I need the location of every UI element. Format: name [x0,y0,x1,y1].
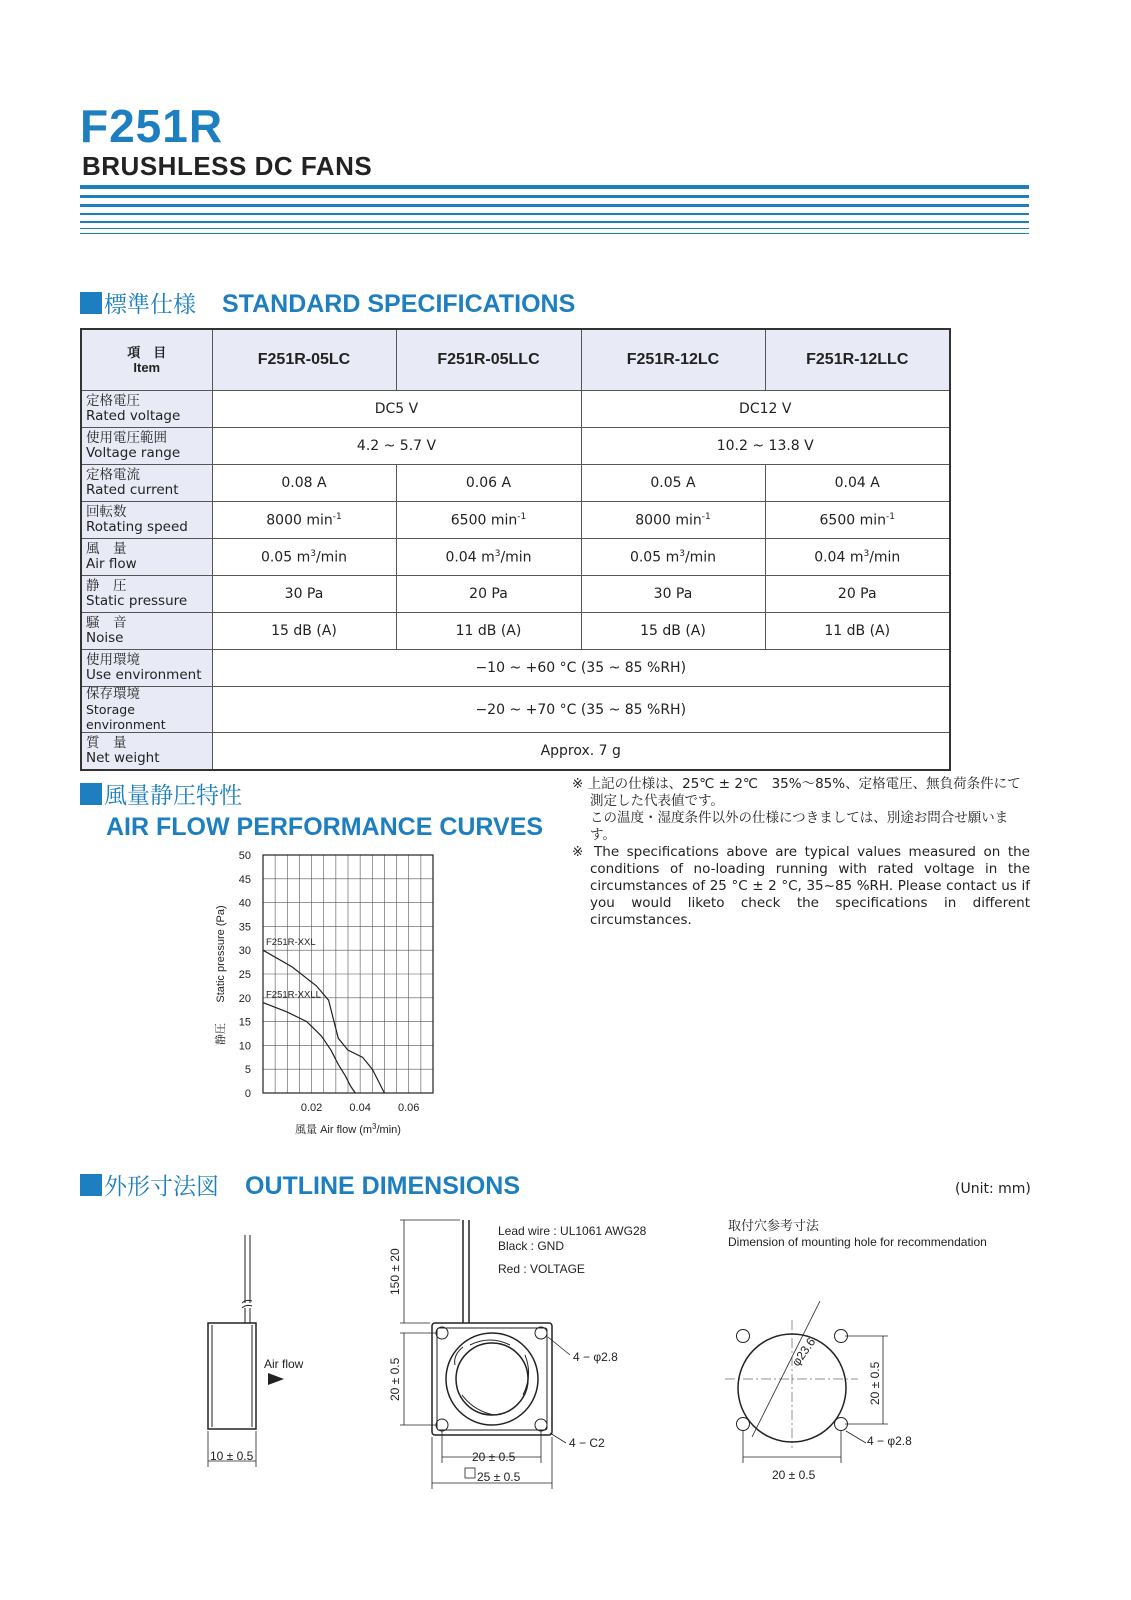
table-row [81,687,950,733]
table-row [81,650,950,687]
table-cell: 4.2 ~ 5.7 V [212,428,581,465]
table-row [81,576,950,613]
row-label: 定格電圧 Rated voltage [81,391,212,428]
y-tick-label: 40 [238,897,251,910]
table-row [81,539,950,576]
table-cell: DC5 V [212,391,581,428]
table-row [81,428,950,465]
table-row [81,733,950,771]
row-label: 使用環境 Use environment [81,650,212,687]
table-cell: 0.05 A [581,465,765,502]
table-row [81,613,950,650]
y-tick-label: 35 [238,921,251,934]
lead-red-label: Red : VOLTAGE [498,1262,585,1276]
x-axis-label: 風量 Air flow $(m^3/\min)$ [295,1121,401,1136]
x-tick-label: 0.02 [300,1102,323,1114]
side-view-drawing [208,1235,256,1467]
y-tick-label: 0 [244,1088,251,1100]
mount-holes-label: 4 − φ2.8 [867,1434,912,1448]
model-header: F251R-12LC [581,329,765,391]
series-line [263,1003,355,1093]
y-axis-label-jp: 静圧 [215,1023,227,1045]
curves-section-title-jp: 風量静圧特性 [80,783,242,808]
product-category-subtitle: BRUSHLESS DC FANS [82,151,373,181]
model-header: F251R-05LLC [396,329,581,391]
performance-chart [210,845,450,1149]
front-size-label: 25 ± 0.5 [477,1470,521,1484]
table-cell: 6500 $\min^{-1}$ [765,502,950,539]
side-width-label: 10 ± 0.5 [210,1449,254,1463]
y-tick-label: 20 [238,992,251,1005]
mounting-hole-drawing [725,1301,888,1463]
table-cell: 0.05 $m^3/\min$ [581,539,765,576]
table-cell: 0.08 A [212,465,396,502]
front-height-label: 20 ± 0.5 [388,1357,402,1401]
table-cell: 0.05 $m^3/\min$ [212,539,396,576]
y-tick-label: 45 [238,873,251,886]
table-cell: 0.04 $m^3/\min$ [765,539,950,576]
table-cell: 15 dB (A) [581,613,765,650]
row-label: 静 圧 Static pressure [81,576,212,613]
series-label: F251R-XXL [266,937,316,949]
item-header: 項 目 Item [81,329,212,391]
model-header: F251R-05LC [212,329,396,391]
spec-section-title: 標準仕様 STANDARD SPECIFICATIONS [80,292,575,317]
row-label: 風 量 Air flow [81,539,212,576]
table-cell: 20 Pa [396,576,581,613]
note-en: ※ The specifications above are typical values measured on the conditions of no-loading running with rated voltage in the circumstances of 25 °C ± 2 °C, 35~85 %RH. Please contact us if you would liketo check the specifications in different circumstances. [572,844,1030,928]
note-jp-2: この温度・湿度条件以外の仕様につきましては、別途お問合せ願います。 [590,810,1009,843]
section-square-icon [80,1174,102,1196]
table-cell: 0.04 $m^3/\min$ [396,539,581,576]
row-label: 定格電流 Rated current [81,465,212,502]
table-cell: DC12 V [581,391,950,428]
outline-drawings-svg [0,1205,1131,1505]
row-label: 回転数 Rotating speed [81,502,212,539]
y-tick-label: 30 [238,945,251,958]
mount-pitch-label: 20 ± 0.5 [772,1468,816,1482]
mount-title-jp: 取付穴参考寸法 [728,1218,820,1233]
row-label: 保存環境 Storage environment [81,687,212,733]
table-cell: 11 dB (A) [765,613,950,650]
front-pitch-label: 20 ± 0.5 [472,1450,516,1464]
y-tick-label: 10 [238,1040,251,1053]
table-cell: 11 dB (A) [396,613,581,650]
section-square-icon [80,292,102,314]
row-label: 使用電圧範囲 Voltage range [81,428,212,465]
y-tick-label: 25 [238,969,251,981]
y-tick-label: 15 [238,1016,251,1029]
table-cell: −20 ~ +70 °C (35 ~ 85 %RH) [212,687,950,733]
front-holes-label: 4 − φ2.8 [573,1350,618,1364]
mount-height-label: 20 ± 0.5 [868,1361,882,1405]
table-row [81,502,950,539]
table-cell: 30 Pa [212,576,396,613]
table-cell: 15 dB (A) [212,613,396,650]
model-header: F251R-12LLC [765,329,950,391]
mount-diameter-label: φ23.6 [788,1335,819,1369]
table-cell: 8000 $\min^{-1}$ [212,502,396,539]
lead-length-label: 150 ± 20 [388,1248,402,1295]
x-tick-label: 0.04 [349,1102,371,1114]
table-row [81,391,950,428]
spec-notes [572,776,1030,929]
table-cell: Approx. 7 g [212,733,950,771]
performance-chart-svg [210,845,450,1145]
table-cell: 0.06 A [396,465,581,502]
note-jp-1: ※ 上記の仕様は、25℃ ± 2℃ 35%〜85%、定格電圧、無負荷条件にて測定した代表値です。 [572,776,1021,809]
table-cell: 0.04 A [765,465,950,502]
row-label: 質 量 Net weight [81,733,212,771]
table-cell: 20 Pa [765,576,950,613]
lead-black-label: Black : GND [498,1239,565,1253]
outline-drawings [0,1205,1131,1509]
mount-title-en: Dimension of mounting hole for recommendation [728,1235,987,1249]
chamfer-label: 4 − C2 [569,1436,605,1450]
lead-wire-label: Lead wire : UL1061 AWG28 [498,1224,647,1238]
outline-section-title: 外形寸法図 OUTLINE DIMENSIONS [80,1174,520,1199]
section-square-icon [80,783,102,805]
x-tick-label: 0.06 [398,1102,420,1114]
product-model-title: F251R [80,100,224,152]
table-row [81,465,950,502]
airflow-arrow-icon [268,1373,284,1385]
y-tick-label: 50 [238,850,251,862]
table-cell: 8000 $\min^{-1}$ [581,502,765,539]
unit-note: (Unit: mm) [955,1181,1031,1197]
y-tick-label: 5 [244,1064,251,1077]
series-label: F251R-XXLL [266,989,321,1001]
spec-header-row [81,329,950,391]
row-label: 騒 音 Noise [81,613,212,650]
table-cell: 30 Pa [581,576,765,613]
airflow-label: Air flow [264,1357,304,1371]
front-view-drawing [400,1220,570,1489]
table-cell: −10 ~ +60 °C (35 ~ 85 %RH) [212,650,950,687]
curves-section-title-en: AIR FLOW PERFORMANCE CURVES [106,813,544,841]
table-cell: 10.2 ~ 13.8 V [581,428,950,465]
y-axis-label: Static pressure (Pa) [215,905,227,1003]
spec-table [80,328,951,771]
table-cell: 6500 $\min^{-1}$ [396,502,581,539]
